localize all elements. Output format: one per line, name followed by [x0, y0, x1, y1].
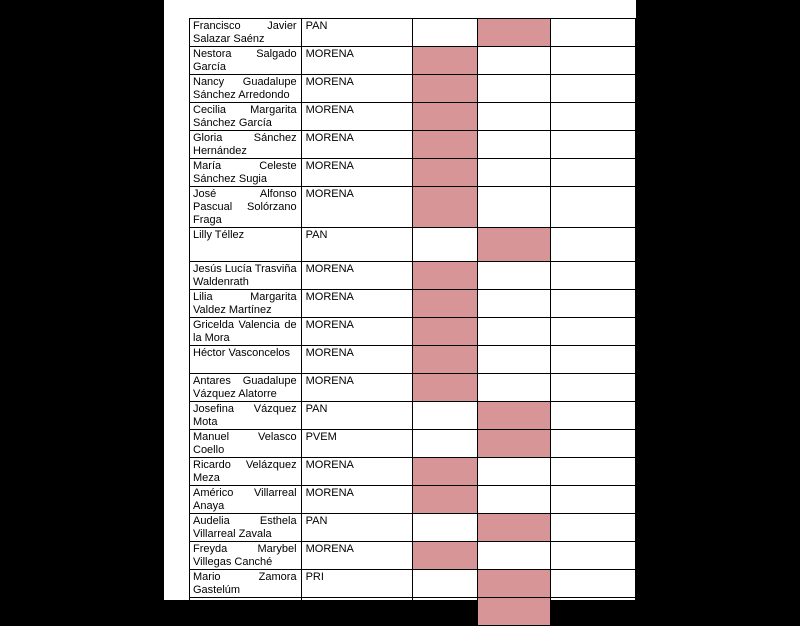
vote-empty-cell	[478, 542, 550, 570]
table-row	[190, 374, 636, 402]
table-row	[190, 486, 636, 514]
senator-name-cell: Ricardo Velázquez Meza	[190, 458, 302, 486]
table-row	[190, 430, 636, 458]
vote-empty-cell	[550, 598, 635, 626]
senator-name-cell: Américo Villarreal Anaya	[190, 486, 302, 514]
senator-name-cell: José Alfonso Pascual Solórzano Fraga	[190, 187, 302, 228]
vote-empty-cell	[550, 570, 635, 598]
senator-name-cell: Gricelda Valencia de la Mora	[190, 318, 302, 346]
table-row	[190, 598, 636, 626]
vote-empty-cell	[550, 542, 635, 570]
vote-empty-cell	[550, 262, 635, 290]
vote-table-body	[190, 19, 636, 626]
vote-empty-cell	[550, 228, 635, 262]
vote-empty-cell	[478, 75, 550, 103]
party-cell: PVEM	[301, 598, 412, 626]
table-row	[190, 514, 636, 542]
senator-name-cell: Antares Guadalupe Vázquez Alatorre	[190, 374, 302, 402]
senator-name-cell: Manuel Velasco Coello	[190, 430, 302, 458]
senator-name-cell: Lilia Margarita Valdez Martínez	[190, 290, 302, 318]
vote-empty-cell	[413, 598, 478, 626]
vote-mark-cell	[478, 514, 550, 542]
vote-empty-cell	[478, 187, 550, 228]
party-cell: MORENA	[301, 75, 412, 103]
vote-empty-cell	[550, 131, 635, 159]
table-row	[190, 346, 636, 374]
table-row	[190, 458, 636, 486]
party-cell: MORENA	[301, 159, 412, 187]
party-cell: PAN	[301, 19, 412, 47]
vote-empty-cell	[550, 318, 635, 346]
vote-empty-cell	[478, 318, 550, 346]
party-cell: PRI	[301, 570, 412, 598]
party-cell: MORENA	[301, 346, 412, 374]
vote-mark-cell	[413, 103, 478, 131]
vote-mark-cell	[478, 228, 550, 262]
vote-mark-cell	[413, 486, 478, 514]
party-cell: MORENA	[301, 103, 412, 131]
vote-empty-cell	[550, 159, 635, 187]
vote-mark-cell	[413, 542, 478, 570]
party-cell: MORENA	[301, 458, 412, 486]
table-row	[190, 542, 636, 570]
senator-name-cell: Rogelio Israel Zamora Guzmán	[190, 598, 302, 626]
table-row	[190, 228, 636, 262]
vote-empty-cell	[478, 346, 550, 374]
table-row	[190, 570, 636, 598]
vote-empty-cell	[413, 514, 478, 542]
vote-empty-cell	[550, 47, 635, 75]
vote-empty-cell	[550, 187, 635, 228]
vote-empty-cell	[550, 430, 635, 458]
vote-mark-cell	[413, 346, 478, 374]
senator-name-cell: Nancy Guadalupe Sánchez Arredondo	[190, 75, 302, 103]
vote-empty-cell	[550, 402, 635, 430]
table-row	[190, 159, 636, 187]
vote-mark-cell	[413, 290, 478, 318]
table-row	[190, 318, 636, 346]
vote-mark-cell	[478, 430, 550, 458]
document-page	[164, 0, 636, 624]
vote-empty-cell	[478, 103, 550, 131]
vote-mark-cell	[478, 570, 550, 598]
vote-mark-cell	[413, 75, 478, 103]
party-cell: MORENA	[301, 47, 412, 75]
table-row	[190, 187, 636, 228]
vote-empty-cell	[478, 458, 550, 486]
table-row	[190, 19, 636, 47]
senator-name-cell: Nestora Salgado García	[190, 47, 302, 75]
party-cell: PVEM	[301, 430, 412, 458]
party-cell: PAN	[301, 228, 412, 262]
senator-name-cell: María Celeste Sánchez Sugia	[190, 159, 302, 187]
vote-empty-cell	[413, 430, 478, 458]
vote-empty-cell	[478, 486, 550, 514]
senator-name-cell: Mario Zamora Gastelúm	[190, 570, 302, 598]
vote-mark-cell	[478, 598, 550, 626]
table-row	[190, 262, 636, 290]
senator-name-cell: Lilly Téllez	[190, 228, 302, 262]
vote-empty-cell	[550, 458, 635, 486]
vote-mark-cell	[413, 159, 478, 187]
vote-mark-cell	[413, 187, 478, 228]
vote-mark-cell	[478, 19, 550, 47]
party-cell: MORENA	[301, 131, 412, 159]
table-row	[190, 290, 636, 318]
senator-name-cell: Francisco Javier Salazar Saénz	[190, 19, 302, 47]
vote-empty-cell	[413, 570, 478, 598]
party-cell: MORENA	[301, 486, 412, 514]
senator-name-cell: Héctor Vasconcelos	[190, 346, 302, 374]
senator-name-cell: Audelia Esthela Villarreal Zavala	[190, 514, 302, 542]
vote-mark-cell	[413, 458, 478, 486]
table-row	[190, 75, 636, 103]
vote-empty-cell	[413, 228, 478, 262]
party-cell: PAN	[301, 514, 412, 542]
vote-mark-cell	[413, 47, 478, 75]
party-cell: MORENA	[301, 262, 412, 290]
senator-name-cell: Jesús Lucía Trasviña Waldenrath	[190, 262, 302, 290]
vote-empty-cell	[478, 262, 550, 290]
table-row	[190, 131, 636, 159]
vote-mark-cell	[413, 131, 478, 159]
vote-mark-cell	[413, 374, 478, 402]
vote-mark-cell	[413, 318, 478, 346]
vote-mark-cell	[478, 402, 550, 430]
vote-empty-cell	[550, 19, 635, 47]
vote-empty-cell	[413, 402, 478, 430]
vote-empty-cell	[550, 374, 635, 402]
vote-empty-cell	[550, 290, 635, 318]
senator-name-cell: Freyda Marybel Villegas Canché	[190, 542, 302, 570]
vote-empty-cell	[478, 159, 550, 187]
senator-name-cell: Gloria Sánchez Hernández	[190, 131, 302, 159]
senators-vote-table	[189, 18, 636, 626]
vote-empty-cell	[478, 47, 550, 75]
party-cell: MORENA	[301, 374, 412, 402]
party-cell: MORENA	[301, 542, 412, 570]
senator-name-cell: Cecilia Margarita Sánchez García	[190, 103, 302, 131]
table-row	[190, 103, 636, 131]
table-row	[190, 402, 636, 430]
vote-mark-cell	[413, 262, 478, 290]
vote-empty-cell	[413, 19, 478, 47]
vote-empty-cell	[478, 290, 550, 318]
table-row	[190, 47, 636, 75]
vote-empty-cell	[478, 131, 550, 159]
vote-empty-cell	[550, 103, 635, 131]
vote-empty-cell	[550, 346, 635, 374]
vote-empty-cell	[478, 374, 550, 402]
party-cell: PAN	[301, 402, 412, 430]
senator-name-cell: Josefina Vázquez Mota	[190, 402, 302, 430]
party-cell: MORENA	[301, 318, 412, 346]
party-cell: MORENA	[301, 290, 412, 318]
vote-empty-cell	[550, 514, 635, 542]
party-cell: MORENA	[301, 187, 412, 228]
vote-empty-cell	[550, 75, 635, 103]
vote-empty-cell	[550, 486, 635, 514]
